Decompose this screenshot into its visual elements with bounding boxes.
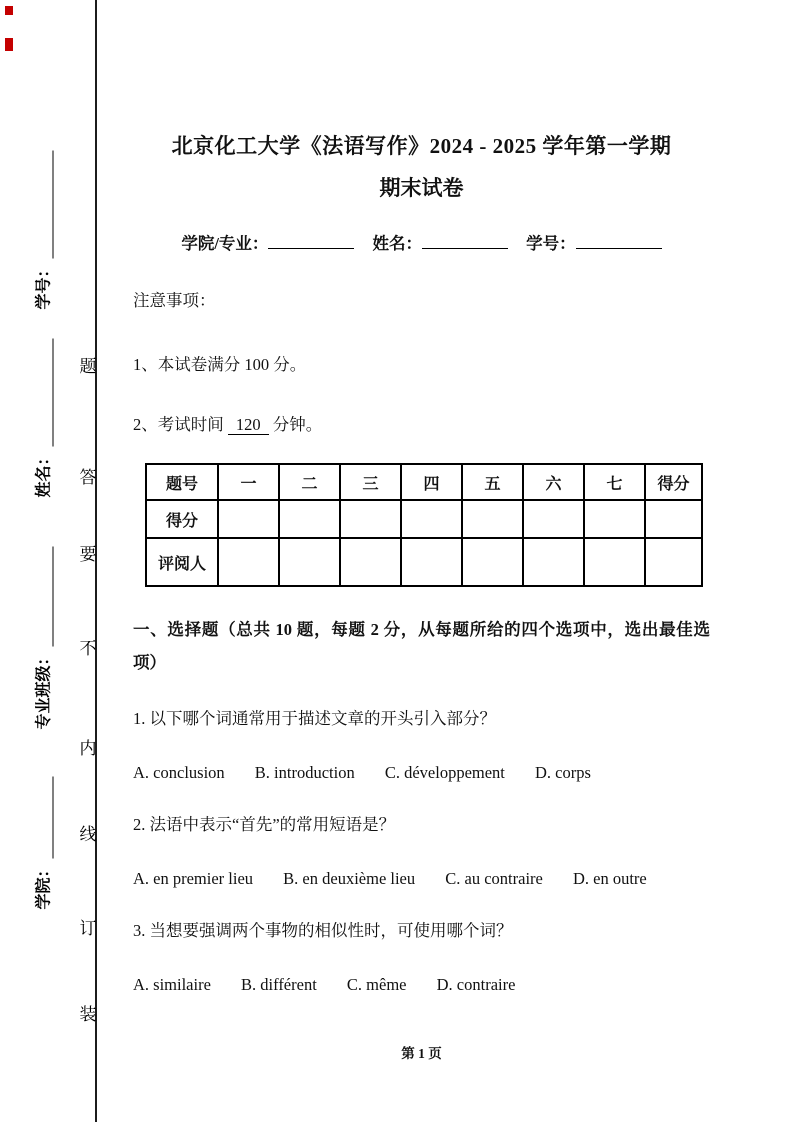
margin-field-student-id	[31, 150, 54, 309]
main-content	[133, 0, 710, 997]
notice-item-2-suffix: 分钟。	[272, 415, 323, 434]
fill-in-blank	[576, 232, 662, 250]
margin-field-label: 专业班级：	[35, 649, 53, 730]
fill-in-blank	[36, 546, 54, 646]
binding-char: 订	[79, 919, 97, 938]
score-cell	[462, 500, 523, 538]
option-c: C. développement	[384, 763, 505, 782]
question-1-options	[133, 761, 710, 785]
score-cell	[279, 500, 340, 538]
margin-field-label: 学院：	[35, 861, 53, 910]
score-cell	[645, 500, 702, 538]
option-b: B. différent	[241, 975, 317, 994]
score-cell	[523, 500, 584, 538]
binding-char: 题	[79, 357, 97, 376]
binding-char: 线	[79, 825, 97, 844]
scan-mark	[5, 6, 13, 15]
option-c: C. même	[346, 975, 407, 994]
option-d: D. en outre	[572, 869, 647, 888]
score-cell	[218, 500, 279, 538]
score-table	[145, 463, 703, 587]
score-cell	[340, 500, 401, 538]
fill-in-blank	[268, 232, 354, 250]
question-2-text: 2. 法语中表示“首先”的常用短语是？	[133, 815, 396, 834]
field-student-id	[526, 234, 662, 253]
question-1-text: 1. 以下哪个词通常用于描述文章的开头引入部分？	[133, 709, 496, 728]
option-a: A. en premier lieu	[133, 869, 254, 888]
score-cell	[584, 500, 645, 538]
student-info-line	[133, 231, 710, 257]
score-cell	[401, 500, 462, 538]
question-2-options	[133, 867, 710, 891]
binding-char: 装	[79, 1005, 97, 1024]
score-cell	[462, 538, 523, 586]
binding-char: 不	[79, 639, 97, 658]
notice-heading: 注意事项：	[133, 291, 216, 310]
exam-title-line1: 北京化工大学《法语写作》2024 - 2025 学年第一学期	[171, 134, 672, 158]
score-row-label: 得分	[146, 500, 218, 538]
margin-field-class	[31, 546, 54, 729]
score-table-header-cell: 六	[523, 464, 584, 500]
reviewer-row	[146, 538, 702, 586]
fill-in-blank	[36, 150, 54, 258]
field-label: 学号：	[526, 234, 576, 253]
option-b: B. introduction	[254, 763, 355, 782]
option-c: C. au contraire	[445, 869, 543, 888]
binding-char: 答	[79, 468, 97, 487]
score-table-header-cell: 题号	[146, 464, 218, 500]
score-table-header-cell: 三	[340, 464, 401, 500]
score-cell	[523, 538, 584, 586]
option-d: D. contraire	[436, 975, 516, 994]
score-table-header-cell: 一	[218, 464, 279, 500]
exam-duration-value: 120	[228, 415, 269, 435]
notice-item-2-prefix: 2、考试时间	[133, 415, 224, 434]
score-cell	[218, 538, 279, 586]
margin-field-college	[31, 776, 54, 909]
question-3-text: 3. 当想要强调两个事物的相似性时，可使用哪个词？	[133, 921, 513, 940]
score-cell	[340, 538, 401, 586]
margin-field-label: 姓名：	[35, 449, 53, 498]
field-college-major	[181, 234, 354, 253]
option-a: A. conclusion	[133, 763, 225, 782]
margin-field-name	[31, 338, 54, 497]
score-cell	[584, 538, 645, 586]
fill-in-blank	[36, 338, 54, 446]
scan-mark	[5, 38, 13, 51]
binding-char: 内	[79, 739, 97, 758]
exam-title-line2: 期末试卷	[379, 176, 464, 200]
notice-item-2	[133, 413, 710, 437]
field-label: 姓名：	[372, 234, 423, 253]
margin-field-label: 学号：	[35, 261, 53, 310]
score-row	[146, 500, 702, 538]
fill-in-blank	[36, 776, 54, 858]
binding-char: 要	[79, 545, 97, 564]
score-table-header-cell: 四	[401, 464, 462, 500]
notice-item-1: 1、本试卷满分 100 分。	[133, 355, 307, 374]
reviewer-row-label: 评阅人	[146, 538, 218, 586]
page-number: 第 1 页	[401, 1046, 442, 1061]
question-3-options	[133, 973, 710, 997]
option-b: B. en deuxième lieu	[283, 869, 416, 888]
fill-in-blank	[422, 232, 508, 250]
score-table-header-cell: 五	[462, 464, 523, 500]
score-table-header-row	[146, 464, 702, 500]
field-label: 学院/专业：	[181, 234, 269, 253]
score-table-header-cell: 得分	[645, 464, 702, 500]
score-table-header-cell: 七	[584, 464, 645, 500]
option-d: D. corps	[535, 763, 591, 782]
score-cell	[645, 538, 702, 586]
score-cell	[279, 538, 340, 586]
field-name	[373, 234, 509, 253]
option-a: A. similaire	[133, 975, 211, 994]
score-table-header-cell: 二	[279, 464, 340, 500]
section-1-heading: 一、选择题（总共 10 题，每题 2 分，从每题所给的四个选项中，选出最佳选项）	[133, 620, 710, 672]
score-cell	[401, 538, 462, 586]
